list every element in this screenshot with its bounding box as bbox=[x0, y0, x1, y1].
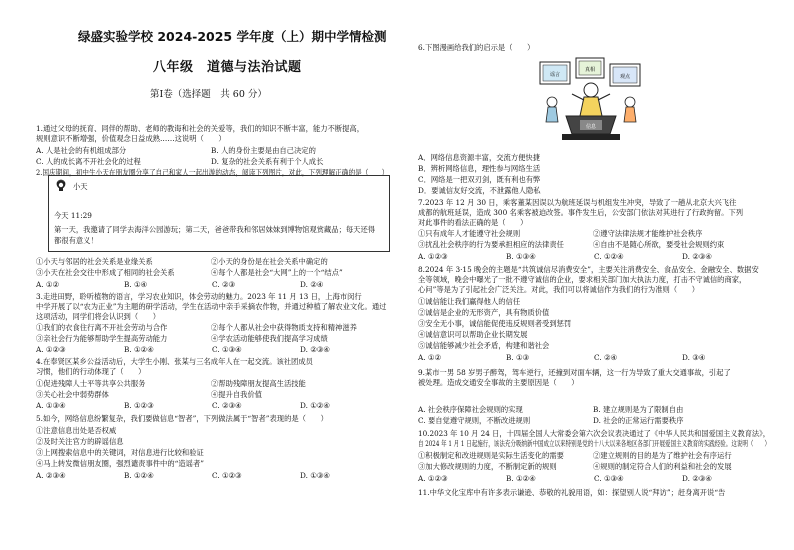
q4-option-d: D. ①②④ bbox=[300, 401, 330, 410]
q1-option-c: C. 人的成长离不开社会化的过程 bbox=[36, 157, 141, 166]
q8-statement-3: ③安全无小事，诚信能促使违反规则者受到惩罚 bbox=[418, 319, 572, 328]
q8-stem-line2: 全等领域，晚会中曝光了一批不遵守诚信的企业，要求相关部门加大执法力度，打击不守诚信的商家， bbox=[418, 275, 747, 284]
q2-post-name: 小天 bbox=[73, 182, 88, 191]
q7-stem-line2: 成都的航班延误，造成 300 名乘客被迫改签。事件发生后，公安部门依法对其进行了行政拘留。下列 bbox=[418, 208, 744, 217]
q3-stem-line2: 中学开展了以“农为正业”为主题的研学活动，学生在活动中亲手采摘农作物，并通过种植了解农业文化。通过 bbox=[36, 302, 387, 311]
q8-option-b: B. ①③ bbox=[506, 353, 530, 362]
q10-option-d: D. ②③④ bbox=[682, 474, 712, 483]
q3-option-a: A. ①②③ bbox=[36, 345, 66, 354]
cartoon-illustration bbox=[536, 56, 646, 144]
q6-option-d: D．要诚信友好交流，不泄露他人隐私 bbox=[418, 186, 541, 195]
q2-post-time: 今天 11:29 bbox=[54, 211, 92, 220]
school-title: 绿盛实验学校 2024-2025 学年度（上）期中学情检测 bbox=[78, 29, 387, 44]
q10-statement-3: ③加大修改规则的力度，不断制定新的规则 bbox=[418, 462, 557, 471]
q1-stem-line2: 规则意识不断增强，价值观念日益成熟……这说明（ ） bbox=[36, 134, 226, 143]
q4-stem-line1: 4.在奉贤区某乡公益活动后，大学生小刚、张某与三名成年人在一起交流。该社团成员 bbox=[36, 357, 313, 366]
q5-stem: 5.如今，网络信息纷繁复杂，我们要做信息“智者”，下列做法属于“智者”表现的是（ ） bbox=[36, 414, 328, 423]
q2-option-c: C. ②③ bbox=[212, 280, 236, 289]
q9-option-d: D. 社会的正常运行需要秩序 bbox=[593, 416, 684, 425]
q4-statement-3: ③关心社会中弱势群体 bbox=[36, 390, 109, 399]
q2-stem: 2.国庆期间，初中生小天在朋友圈分享了自己和家人一起出游的动态，阅读下列图片，对此，下列理解正确的是（ ） bbox=[36, 168, 389, 177]
q10-statement-1: ①积极制定和改进规则是实际生活变化的需要 bbox=[418, 451, 564, 460]
q4-statement-2: ②帮助残障朋友提高生活技能 bbox=[211, 379, 306, 388]
q9-stem-line1: 9.某市一男 58 岁男子醉驾，驾车逆行，还撞到对面车辆，这一行为导致了重大交通事故，引起了 bbox=[418, 368, 731, 377]
q6-option-b: B．辨析网络信息，理性参与网络生活 bbox=[418, 164, 541, 173]
q7-option-b: B. ①③④ bbox=[506, 252, 536, 261]
q8-stem-line1: 8.2024 年 3·15 晚会的主题是“共筑诚信尽消费安全”，主要关注消费安全、食品安全、金融安全、数据安 bbox=[418, 265, 759, 274]
q7-stem-line3: 对此事件的看法正确的是（ ） bbox=[418, 218, 528, 227]
q4-statement-4: ④提升自我价值 bbox=[211, 390, 263, 399]
cartoon-label-rumor: 谣言 bbox=[549, 72, 561, 78]
q1-option-a: A. 人是社会的有机组成部分 bbox=[36, 146, 127, 155]
q5-statement-2: ②及时关注官方的辟谣信息 bbox=[36, 437, 124, 446]
q5-statement-1: ①注意信息出处是否权威 bbox=[36, 426, 117, 435]
q5-statement-3: ③上网搜索信息中的关键词，对信息进行比较和验证 bbox=[36, 448, 204, 457]
q9-stem-line2: 被处理。造成交通安全事故的主要原因是（ ） bbox=[418, 378, 579, 387]
q4-stem-line2: 习惯，他们的行动体现了（ ） bbox=[36, 367, 146, 376]
q4-statement-1: ①促进残障人士平等共享公共服务 bbox=[36, 379, 146, 388]
q2-post-body-line2: 都很有意义！ bbox=[54, 236, 98, 245]
part-title: 第Ⅰ卷（选择题 共 60 分） bbox=[150, 89, 267, 100]
cartoon-label-opinion: 观点 bbox=[619, 74, 631, 80]
q3-stem-line1: 3.走进田野，聆听植物的语言，学习农业知识，体会劳动的魅力。2023 年 11 月 13 日，上海市闵行 bbox=[36, 292, 362, 301]
q8-option-c: C. ②④ bbox=[594, 353, 618, 362]
q5-option-a: A. ②③④ bbox=[36, 471, 66, 480]
q1-option-d: D. 复杂的社会关系有利于个人成长 bbox=[211, 157, 324, 166]
q7-statement-2: ②遵守法律法规才能维护社会秩序 bbox=[593, 229, 703, 238]
q5-option-d: D. ①③④ bbox=[300, 471, 330, 480]
q3-stem-line3: 这项活动，同学们将会认识到（ ） bbox=[36, 312, 161, 321]
q8-statement-5: ⑤诚信能够减少社会矛盾，构建和谐社会 bbox=[418, 341, 550, 350]
q8-stem-line3: 心问”等是为了引起社会广泛关注。对此，我们可以将诚信作为我们的行为准则（ ） bbox=[418, 285, 700, 294]
q3-option-b: B. ①②④ bbox=[124, 345, 154, 354]
avatar-icon bbox=[54, 179, 68, 193]
q7-option-d: D. ②③④ bbox=[682, 252, 712, 261]
q9-option-a: A. 社会秩序保障社会规则的实现 bbox=[418, 405, 523, 414]
q3-statement-3: ③亲社会行为能够帮助学生提高劳动能力 bbox=[36, 334, 168, 343]
q8-statement-4: ④诚信意识可以帮助企业长期发展 bbox=[418, 330, 528, 339]
q5-statement-4: ④马上转发微信朋友圈，强烈谴责事件中的“造谣者” bbox=[36, 459, 204, 468]
cartoon-label-truth: 真相 bbox=[584, 67, 596, 73]
q7-option-a: A. ①②③ bbox=[418, 252, 448, 261]
q4-option-c: C. ②③④ bbox=[212, 401, 242, 410]
subject-title: 八年级 道德与法治试题 bbox=[153, 60, 302, 75]
q10-statement-2: ②建立规则的目的是为了维护社会有序运行 bbox=[593, 451, 732, 460]
q8-statement-2: ②诚信是企业的无形资产，具有物质价值 bbox=[418, 308, 550, 317]
q2-statement-1: ①小天与邻居的社会关系是业缘关系 bbox=[36, 257, 153, 266]
q5-option-c: C. ①②③ bbox=[212, 471, 242, 480]
q7-stem-line1: 7.2023 年 12 月 30 日，乘客董某因误以为航班延误与机组发生冲突，导致了一趟从北京大兴飞往 bbox=[418, 198, 737, 207]
q7-option-c: C. ①②④ bbox=[594, 252, 624, 261]
q2-option-d: D. ②④ bbox=[300, 280, 324, 289]
q9-option-b: B. 建立规则是为了限制自由 bbox=[593, 405, 684, 414]
q10-option-c: C. ①③④ bbox=[594, 474, 624, 483]
q7-statement-3: ③扰乱社会秩序的行为要承担相应的法律责任 bbox=[418, 240, 564, 249]
q4-option-b: B. ①②③ bbox=[124, 401, 154, 410]
q2-statement-3: ③小天在社会交往中形成了相同的社会关系 bbox=[36, 268, 175, 277]
q8-option-d: D. ③④ bbox=[682, 353, 706, 362]
q6-option-c: C．网络是一把双刃剑，既有利也有弊 bbox=[418, 175, 541, 184]
q10-stem-line2: 自 2024 年 1 月 1 日起施行，该法充分吸纳新中国成立以来特别是党的十八大以来各地区各部门开展爱国主义教育的实践经验。这说明（ ） bbox=[418, 439, 771, 448]
q10-statement-4: ④规则的制定符合人们的利益和社会的发展 bbox=[593, 462, 732, 471]
q8-statement-1: ①诚信能让我们赢得他人的信任 bbox=[418, 297, 521, 306]
q2-option-a: A. ①② bbox=[36, 280, 59, 289]
q6-stem: 6.下图漫画给我们的启示是（ ） bbox=[418, 43, 535, 52]
q2-option-b: B. ①④ bbox=[124, 280, 148, 289]
q9-option-c: C. 要自觉遵守规则，不断改进规则 bbox=[418, 416, 531, 425]
q10-option-b: B. ①②④ bbox=[506, 474, 536, 483]
q10-stem-line1: 10.2023 年 10 月 24 日，十四届全国人大常委会第六次会议表决通过了《中华人民共和国爱国主义教育法》， bbox=[418, 429, 770, 438]
q7-statement-4: ④自由不是随心所欲，要受社会规则约束 bbox=[593, 240, 725, 249]
q4-option-a: A. ①③④ bbox=[36, 401, 66, 410]
q2-statement-4: ④每个人都是社会“大网”上的一个“结点” bbox=[211, 268, 343, 277]
q3-statement-2: ②每个人都从社会中获得物质支持和精神滋养 bbox=[211, 323, 357, 332]
q7-statement-1: ①只有成年人才能遵守社会规则 bbox=[418, 229, 521, 238]
q3-option-d: D. ②③④ bbox=[300, 345, 330, 354]
q6-option-a: A．网络信息资源丰富，交流方便快捷 bbox=[418, 153, 541, 162]
q1-stem-line1: 1.通过父母的抚育、同伴的帮助、老师的教诲和社会的关爱等，我们的知识不断丰富，能力不断提高， bbox=[36, 124, 365, 133]
q11-stem: 11.中华文化宝库中有许多表示谦逊、恭敬的礼貌用语，如：探望别人说“拜访”；赶身离开说“告 bbox=[418, 488, 726, 497]
q1-option-b: B. 人的身份主要是由自己决定的 bbox=[211, 146, 316, 155]
q2-statement-2: ②小天的身份是在社会关系中确定的 bbox=[211, 257, 328, 266]
q3-option-c: C. ①③④ bbox=[212, 345, 242, 354]
q10-option-a: A. ①②③ bbox=[418, 474, 448, 483]
q8-option-a: A. ①② bbox=[418, 353, 441, 362]
q3-statement-1: ①我们的衣食住行离不开社会劳动与合作 bbox=[36, 323, 168, 332]
q2-post-body-line1: 第一天，我邀请了同学去海洋公园游玩；第二天，爸爸带我和邻居妹妹到博物馆观赏藏品；每天还得 bbox=[54, 225, 376, 234]
q5-option-b: B. ①②④ bbox=[124, 471, 154, 480]
q3-statement-4: ④学农活动能够使我们提高学习成绩 bbox=[211, 334, 328, 343]
cartoon-label-info: 信息 bbox=[585, 124, 597, 130]
q2-post-box bbox=[48, 175, 390, 252]
